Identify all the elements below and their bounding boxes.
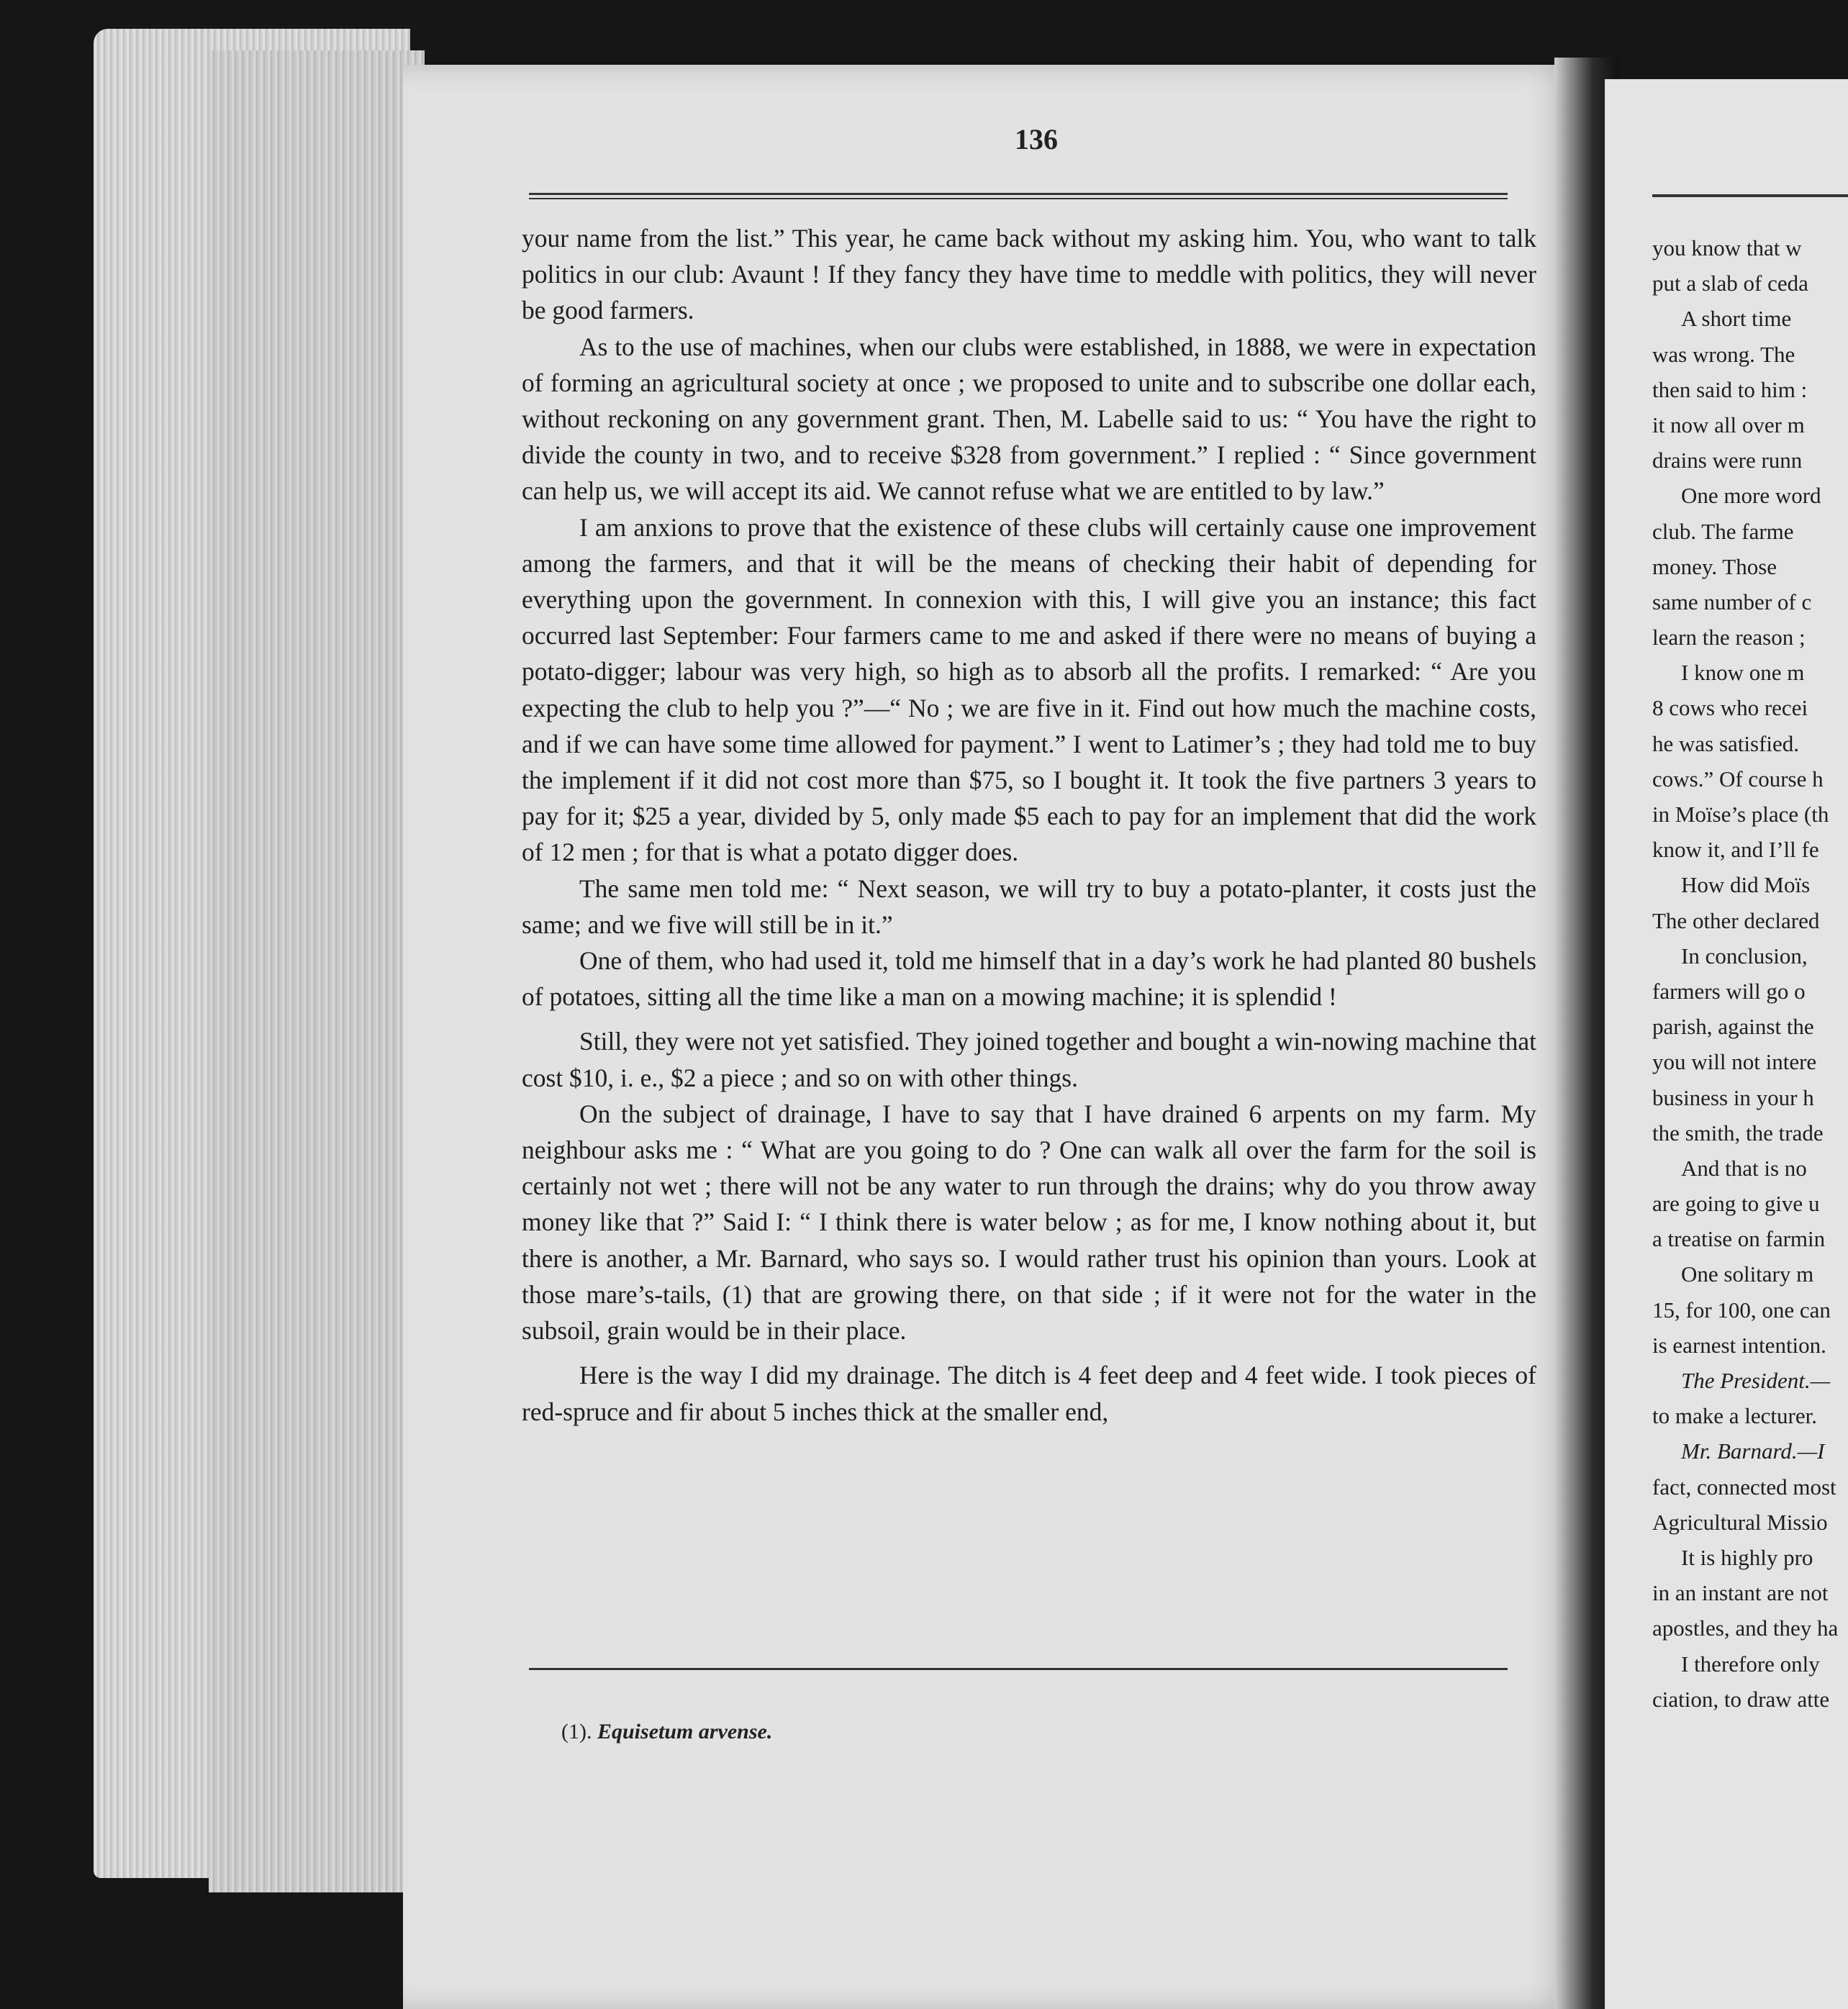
right-page-line: Agricultural Missio bbox=[1652, 1509, 1828, 1535]
right-page-line: fact, connected most bbox=[1652, 1474, 1836, 1500]
right-page-line: know it, and I’ll fe bbox=[1652, 837, 1819, 863]
footnote bbox=[561, 1720, 1137, 1744]
right-page-line: the smith, the trade bbox=[1652, 1120, 1824, 1146]
paragraph: your name from the list.” This year, he came back without my asking him. You, who want to talk politics in our club: Avaunt ! If they fancy they have time to meddle with politics, they will never be good farmers. bbox=[522, 224, 1536, 325]
right-page-line: he was satisfied. bbox=[1652, 730, 1800, 756]
right-page-line: One more word bbox=[1681, 483, 1821, 509]
right-page-line: farmers will go o bbox=[1652, 978, 1806, 1004]
right-page-line: 8 cows who recei bbox=[1652, 695, 1808, 721]
right-page-line: you will not intere bbox=[1652, 1049, 1817, 1075]
footnote-marker: (1). bbox=[561, 1720, 592, 1743]
page-edges-inner bbox=[209, 50, 425, 1892]
right-page-line: a treatise on farmin bbox=[1652, 1226, 1826, 1252]
right-page-text bbox=[1652, 230, 1848, 1717]
right-page-line: Mr. Barnard.—I bbox=[1681, 1438, 1825, 1464]
right-page-line: is earnest intention. bbox=[1652, 1332, 1826, 1358]
right-page-line: then said to him : bbox=[1652, 376, 1808, 402]
right-page-line: The other declared bbox=[1652, 907, 1820, 933]
right-page-line: same number of c bbox=[1652, 589, 1812, 615]
right-page-line: I therefore only bbox=[1681, 1651, 1820, 1677]
right-page-line: it now all over m bbox=[1652, 412, 1805, 437]
footnote-text: Equisetum arvense. bbox=[597, 1720, 773, 1743]
right-page-line: are going to give u bbox=[1652, 1191, 1820, 1217]
paragraph: Still, they were not yet satisfied. They joined together and bought a win-nowing machine that cost $10, i. e., $2 a piece ; and so on with other things. bbox=[522, 1027, 1536, 1092]
right-page-line: business in your h bbox=[1652, 1084, 1814, 1110]
right-page-line: The President.— bbox=[1681, 1368, 1831, 1393]
right-page-line: cows.” Of course h bbox=[1652, 766, 1824, 792]
right-page-line: to make a lecturer. bbox=[1652, 1403, 1817, 1429]
paragraph: The same men told me: “ Next season, we will try to buy a potato-planter, it costs just the same; and we five will still be in it.” bbox=[522, 874, 1536, 939]
right-page-line: I know one m bbox=[1681, 660, 1805, 686]
right-page-line: One solitary m bbox=[1681, 1261, 1814, 1287]
right-page-line: How did Moïs bbox=[1681, 872, 1811, 898]
right-page-line: put a slab of ceda bbox=[1652, 271, 1808, 296]
right-page-line: club. The farme bbox=[1652, 518, 1794, 544]
right-page-line: you know that w bbox=[1652, 235, 1802, 260]
right-page-line: money. Those bbox=[1652, 553, 1777, 579]
right-page-line: apostles, and they ha bbox=[1652, 1615, 1839, 1641]
right-page-line: was wrong. The bbox=[1652, 341, 1795, 367]
header-rule bbox=[529, 193, 1508, 199]
right-page-line: It is highly pro bbox=[1681, 1544, 1813, 1570]
right-page-line: drains were runn bbox=[1652, 448, 1803, 473]
paragraph: As to the use of machines, when our clubs were established, in 1888, we were in expectation of forming an agricultural society at once ; we proposed to unite and to subscribe one dollar each, without reckoning on any government grant. Then, M. Labelle said to us: “ You have the right to divide the county in two, and to receive $328 from government.” I replied : “ Since government can help us, we will accept its aid. We cannot refuse what we are entitled to by law.” bbox=[522, 332, 1536, 506]
paragraph: On the subject of drainage, I have to say that I have drained 6 arpents on my farm. My neighbour asks me : “ What are you going to do ? One can walk all over the farm for the soil is certainly not wet ; there will not be any water to run through the drains; why do you throw away money like that ?” Said I: “ I think there is water below ; as for me, I know nothing about it, but there is another, a Mr. Barnard, who says so. I would rather trust his opinion than yours. Look at those mare’s-tails, (1) that are growing there, on that side ; if it were not for the water in the subsoil, grain would be in their place. bbox=[522, 1099, 1536, 1346]
right-page-line: In conclusion, bbox=[1681, 943, 1808, 969]
right-page-line: parish, against the bbox=[1652, 1014, 1814, 1040]
right-page-line: in Moïse’s place (th bbox=[1652, 802, 1829, 827]
right-page-line: learn the reason ; bbox=[1652, 625, 1806, 650]
body-text bbox=[522, 220, 1536, 1430]
page-number: 136 bbox=[1015, 123, 1058, 155]
right-header-rule bbox=[1652, 194, 1848, 197]
right-page-line: ciation, to draw atte bbox=[1652, 1686, 1830, 1712]
right-page-line: And that is no bbox=[1681, 1155, 1807, 1181]
paragraph: I am anxions to prove that the existence of these clubs will certainly cause one improvement among the farmers, and that it will be the means of checking their habit of depending for everything upon the government. In connexion with this, I will give you an instance; this fact occurred last September: Four farmers came to me and asked if there were no means of buying a potato-digger; labour was very high, so high as to absorb all the profits. I remarked: “ Are you expecting the club to help you ?”—“ No ; we are five in it. Find out how much the machine costs, and if we can have some time allowed for payment.” I went to Latimer’s ; they had told me to buy the implement if it did not cost more than $75, so I bought it. It took the five partners 3 years to pay for it; $25 a year, divided by 5, only made $5 each to pay for an implement that did the work of 12 men ; for that is what a potato digger does. bbox=[522, 512, 1536, 867]
right-page-line: A short time bbox=[1681, 306, 1792, 332]
footnote-rule bbox=[529, 1668, 1508, 1670]
right-page-line: 15, for 100, one can bbox=[1652, 1297, 1831, 1323]
paragraph: One of them, who had used it, told me himself that in a day’s work he had planted 80 bushels of potatoes, sitting all the time like a man on a mowing machine; it is splendid ! bbox=[522, 946, 1536, 1012]
paragraph: Here is the way I did my drainage. The ditch is 4 feet deep and 4 feet wide. I took pieces of red-spruce and fir about 5 inches thick at the smaller end, bbox=[522, 1361, 1536, 1426]
right-page-line: in an instant are not bbox=[1652, 1580, 1829, 1606]
